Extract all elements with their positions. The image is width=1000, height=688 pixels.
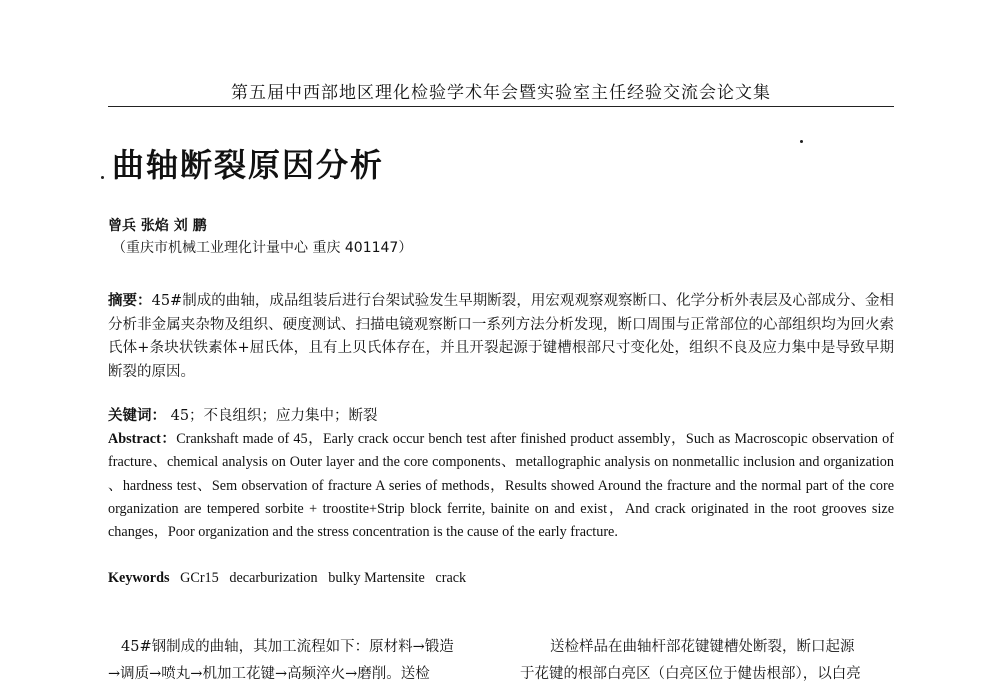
keywords-zh-text: 45；不良组织；应力集中；断裂 xyxy=(170,408,378,424)
abstract-en xyxy=(108,428,894,544)
keywords-en-text: GCr15 decarburization bulky Martensite crack xyxy=(180,570,467,586)
body-left-line: 45#钢制成的曲轴，其加工流程如下：原材料→锻造 xyxy=(121,639,454,655)
abstract-en-text: Crankshaft made of 45，Early crack occur bench test after finished product assembly，Such as Macroscopic observation of fracture、chemical analysis on Outer layer and the core components、metallographic analysis on nonmetallic inclusion and organization 、hardness test、Sem observation of fracture A series of methods，Results showed Around the fracture and the normal part of the core organization are tempered sorbite + troostite+Strip block ferrite, bainite on and exist，And crack originated in the root grooves size changes，Poor organization and the stress concentration is the cause of the early fracture. xyxy=(108,431,894,541)
body-left-line: →调质→喷丸→机加工花键→高频淬火→磨削。送检 xyxy=(108,666,430,682)
stray-mark xyxy=(800,140,803,143)
keywords-zh xyxy=(108,405,894,429)
abstract-zh-text: 45#制成的曲轴，成品组装后进行台架试验发生早期断裂，用宏观观察观察断口、化学分析外表层及心部成分、金相分析非金属夹杂物及组织、硬度测试、扫描电镜观察断口一系列方法分析发现，断口周围与正常部位的心部组织均为回火索氏体+条块状铁素体+屈氏体，且有上贝氏体存在，并且开裂起源于键槽根部尺寸变化处，组织不良及应力集中是导致早期断裂的原因。 xyxy=(108,293,894,380)
affiliation: （重庆市机械工业理化计量中心 重庆 401147） xyxy=(112,240,413,256)
running-header: 第五届中西部地区理化检验学术年会暨实验室主任经验交流会论文集 xyxy=(108,80,894,107)
body-right-line: 送检样品在曲轴杆部花键键槽处断裂，断口起源 xyxy=(550,639,855,655)
keywords-en xyxy=(108,567,894,591)
author-list: 曾兵 张焰 刘 鹏 xyxy=(108,218,207,234)
abstract-en-label: Abstract： xyxy=(108,431,177,447)
keywords-zh-label: 关键词： xyxy=(108,408,166,424)
body-column-right xyxy=(520,634,890,688)
body-column-left xyxy=(108,634,478,688)
body-right-line: 于花键的根部白亮区（白亮区位于健齿根部），以白亮 xyxy=(520,666,861,682)
abstract-zh xyxy=(108,290,894,384)
stray-mark xyxy=(101,176,104,179)
keywords-en-label: Keywords xyxy=(108,570,170,586)
paper-title: 曲轴断裂原因分析 xyxy=(112,146,385,184)
abstract-zh-label: 摘要： xyxy=(108,293,152,309)
